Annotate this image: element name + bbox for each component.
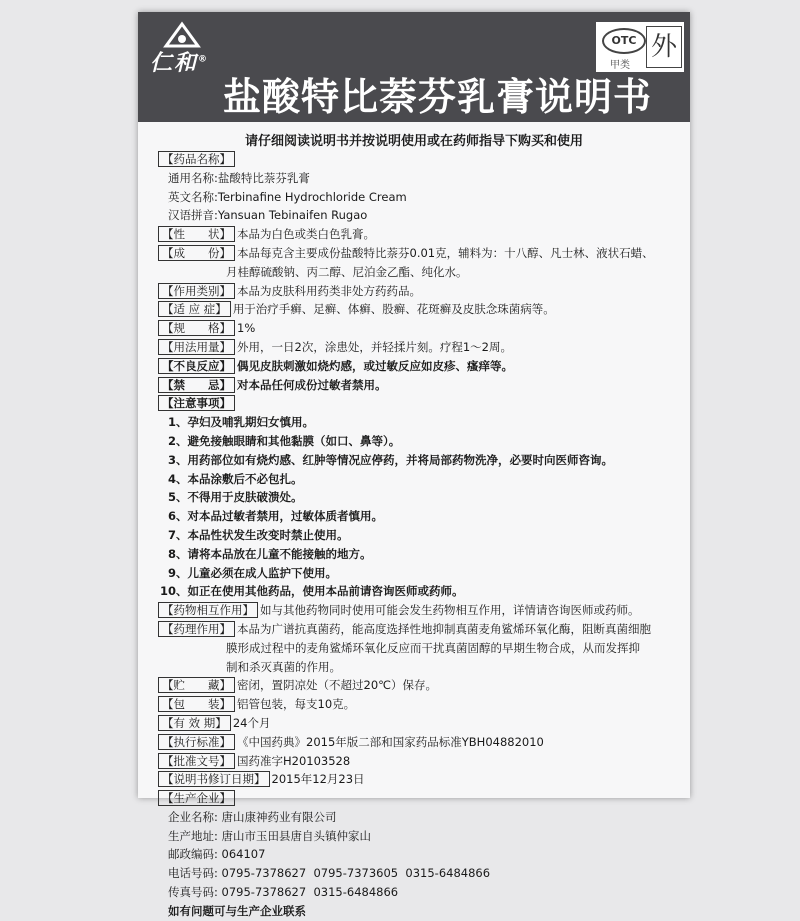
category-label: 【作用类别】: [158, 283, 235, 299]
revision-text: 2015年12月23日: [271, 772, 365, 787]
precaution-item: 1、孕妇及哺乳期妇女慎用。: [168, 415, 315, 430]
precaution-item: 7、本品性状发生改变时禁止使用。: [168, 527, 349, 542]
logo-text: 仁和: [150, 51, 199, 76]
spec-text: 1%: [237, 321, 256, 336]
approval-label: 【批准文号】: [158, 753, 235, 769]
spec-label: 【规 格】: [158, 320, 235, 336]
indication-label: 【适 应 症】: [158, 301, 231, 317]
package-label: 【包 装】: [158, 696, 235, 712]
precaution-item: 4、本品涂敷后不必包扎。: [168, 471, 303, 486]
otc-badge: [596, 22, 684, 72]
validity-text: 24个月: [232, 715, 271, 730]
ingredients-label: 【成 份】: [158, 245, 235, 261]
usage-text: 外用，一日2次，涂患处，并轻揉片刻。疗程1～2周。: [237, 339, 512, 354]
adverse-text: 偶见皮肤刺激如烧灼感，或过敏反应如皮疹、瘙痒等。: [237, 358, 513, 373]
precaution-item: 2、避免接触眼睛和其他黏膜（如口、鼻等）。: [168, 433, 401, 448]
leaflet-page: [138, 12, 690, 918]
precaution-item: 5、不得用于皮肤破溃处。: [168, 490, 303, 505]
precaution-item: 9、儿童必须在成人监护下使用。: [168, 565, 337, 580]
leaflet-body: [158, 150, 678, 921]
page-title: 盐酸特比萘芬乳膏说明书: [223, 75, 653, 119]
pinyin-label: 汉语拼音:: [168, 208, 218, 223]
ingredients-line1: 本品每克含主要成份盐酸特比萘芬0.01克，辅料为：十八醇、凡士林、液状石蜡、: [237, 245, 654, 260]
generic-name-label: 通用名称:: [168, 170, 218, 185]
character-label: 【性 状】: [158, 226, 235, 242]
fax-text: 0795-7378627 0315-6484866: [221, 885, 399, 900]
storage-label: 【贮 藏】: [158, 677, 235, 693]
storage-text: 密闭，置阴凉处（不超过20℃）保存。: [237, 678, 438, 693]
precaution-item: 10、如正在使用其他药品，使用本品前请咨询医师或药师。: [160, 584, 464, 599]
company-logo: [146, 20, 216, 76]
zip-label: 邮政编码:: [168, 847, 218, 862]
package-text: 铝管包装，每支10克。: [237, 697, 356, 712]
pharmacology-line2: 膜形成过程中的麦角鲨烯环氧化反应而干扰真菌固醇的早期生物合成，从而发挥抑: [226, 640, 640, 655]
interaction-text: 如与其他药物同时使用可能会发生药物相互作用，详情请咨询医师或药师。: [260, 603, 640, 618]
phone-text: 0795-7378627 0795-7373605 0315-6484866: [221, 866, 491, 881]
registered-mark: ®: [198, 54, 210, 65]
company-name-label: 企业名称:: [168, 809, 218, 824]
address-text: 唐山市玉田县唐自头镇仲家山: [221, 828, 372, 843]
validity-label: 【有 效 期】: [158, 715, 231, 731]
pharmacology-line1: 本品为广谱抗真菌药，能高度选择性地抑制真菌麦角鲨烯环氧化酶，阻断真菌细胞: [237, 621, 651, 636]
drug-name-label: 【药品名称】: [158, 151, 235, 167]
otc-label: OTC: [602, 28, 646, 54]
manufacturer-label: 【生产企业】: [158, 790, 235, 806]
precaution-item: 8、请将本品放在儿童不能接触的地方。: [168, 546, 372, 561]
precaution-item: 6、对本品过敏者禁用，过敏体质者慎用。: [168, 509, 383, 524]
precautions-label: 【注意事项】: [158, 395, 235, 411]
standard-label: 【执行标准】: [158, 734, 235, 750]
indication-text: 用于治疗手癣、足癣、体癣、股癣、花斑癣及皮肤念珠菌病等。: [232, 302, 555, 317]
contra-label: 【禁 忌】: [158, 377, 235, 393]
generic-name: 盐酸特比萘芬乳膏: [217, 170, 310, 185]
character-text: 本品为白色或类白色乳膏。: [237, 227, 375, 242]
zip-text: 064107: [221, 847, 266, 862]
external-use-mark: 外: [646, 26, 682, 68]
pinyin-name: Yansuan Tebinaifen Rugao: [217, 208, 368, 223]
fax-label: 传真号码:: [168, 885, 218, 900]
category-text: 本品为皮肤科用药类非处方药药品。: [237, 283, 421, 298]
pharmacology-label: 【药理作用】: [158, 621, 235, 637]
precaution-item: 3、用药部位如有烧灼感、红肿等情况应停药，并将局部药物洗净，必要时向医师咨询。: [168, 452, 613, 467]
otc-class: 甲类: [610, 60, 630, 71]
standard-text: 《中国药典》2015年版二部和国家药品标准YBH04882010: [237, 734, 544, 749]
english-name-label: 英文名称:: [168, 189, 218, 204]
phone-label: 电话号码:: [168, 866, 218, 881]
contact-note: 如有问题可与生产企业联系: [168, 903, 306, 918]
header-banner: [138, 12, 690, 122]
adverse-label: 【不良反应】: [158, 358, 235, 374]
pharmacology-line3: 制和杀灭真菌的作用。: [226, 659, 341, 674]
approval-text: 国药准字H20103528: [237, 753, 351, 768]
ingredients-line2: 月桂醇硫酸钠、丙二醇、尼泊金乙酯、纯化水。: [226, 264, 468, 279]
english-name: Terbinafine Hydrochloride Cream: [217, 189, 407, 204]
address-label: 生产地址:: [168, 828, 218, 843]
usage-label: 【用法用量】: [158, 339, 235, 355]
revision-label: 【说明书修订日期】: [158, 771, 270, 787]
company-name: 唐山康神药业有限公司: [221, 809, 337, 824]
instruction-subtitle: 请仔细阅读说明书并按说明使用或在药师指导下购买和使用: [244, 134, 583, 149]
contra-text: 对本品任何成份过敏者禁用。: [237, 377, 387, 392]
interaction-label: 【药物相互作用】: [158, 602, 258, 618]
